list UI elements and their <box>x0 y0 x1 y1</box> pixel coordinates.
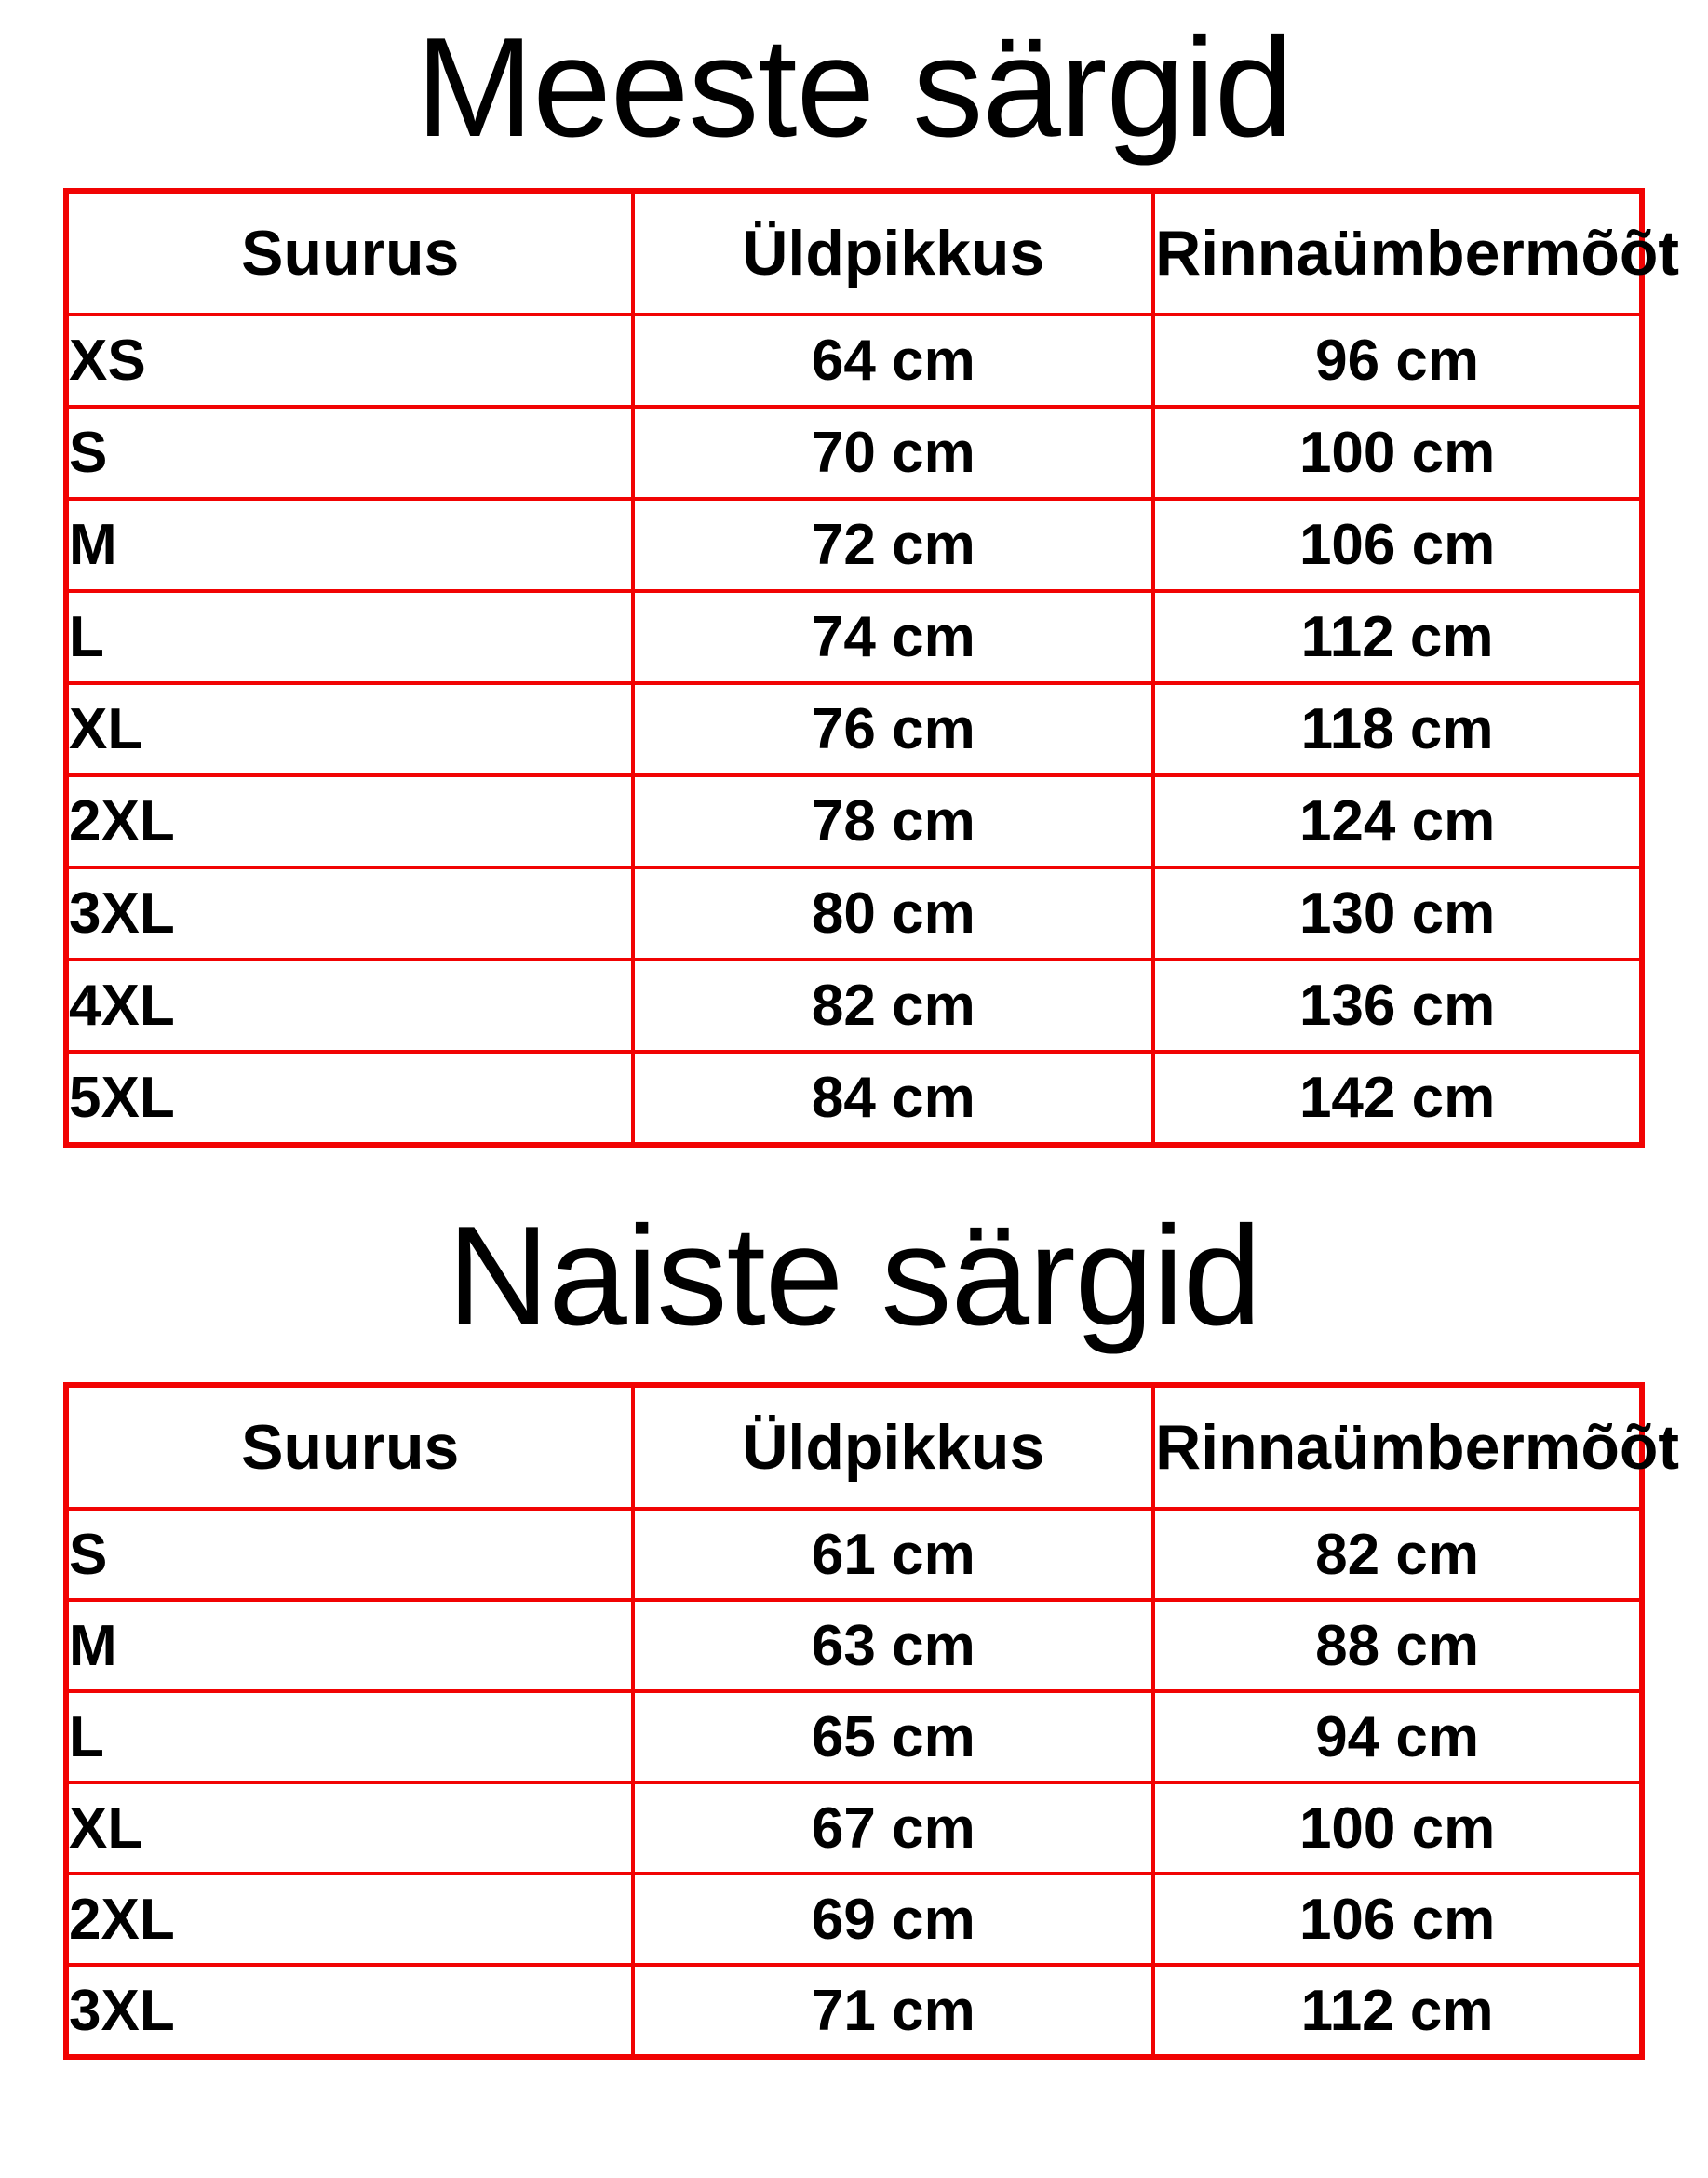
cell-size: M <box>66 1600 633 1691</box>
cell-size: 5XL <box>66 1052 633 1145</box>
cell-size: S <box>66 1509 633 1600</box>
men-table-head <box>66 191 1680 315</box>
cell-chest: 88 cm <box>1153 1600 1642 1691</box>
table-row <box>66 1052 1642 1145</box>
table-row <box>66 315 1642 407</box>
women-section <box>63 1148 1680 2060</box>
cell-length: 65 cm <box>633 1691 1153 1782</box>
cell-length: 84 cm <box>633 1052 1153 1145</box>
cell-chest: 118 cm <box>1153 683 1642 775</box>
men-table-body <box>66 315 1642 1145</box>
cell-length: 76 cm <box>633 683 1153 775</box>
cell-size: L <box>66 591 633 683</box>
cell-length: 82 cm <box>633 960 1153 1052</box>
column-header-length: Üldpikkus <box>633 191 1153 315</box>
cell-length: 63 cm <box>633 1600 1153 1691</box>
column-header-chest: Rinnaümbermõõt <box>1153 191 1642 315</box>
column-header-size: Suurus <box>66 1385 633 1509</box>
men-size-table <box>63 188 1680 1148</box>
table-row <box>66 1965 1642 2057</box>
table-row <box>66 683 1642 775</box>
cell-size: M <box>66 499 633 591</box>
table-row <box>66 499 1642 591</box>
cell-length: 71 cm <box>633 1965 1153 2057</box>
cell-chest: 136 cm <box>1153 960 1642 1052</box>
cell-size: 3XL <box>66 867 633 960</box>
cell-chest: 82 cm <box>1153 1509 1642 1600</box>
table-row <box>66 1691 1642 1782</box>
column-header-chest: Rinnaümbermõõt <box>1153 1385 1642 1509</box>
cell-chest: 124 cm <box>1153 775 1642 867</box>
cell-size: XS <box>66 315 633 407</box>
cell-length: 64 cm <box>633 315 1153 407</box>
cell-size: XL <box>66 1782 633 1874</box>
table-row <box>66 1600 1642 1691</box>
column-header-length: Üldpikkus <box>633 1385 1153 1509</box>
cell-chest: 112 cm <box>1153 1965 1642 2057</box>
cell-chest: 130 cm <box>1153 867 1642 960</box>
table-row <box>66 1782 1642 1874</box>
cell-size: L <box>66 1691 633 1782</box>
women-table-head <box>66 1385 1680 1509</box>
cell-size: 2XL <box>66 1874 633 1965</box>
cell-chest: 96 cm <box>1153 315 1642 407</box>
women-size-table <box>63 1382 1680 2060</box>
cell-length: 78 cm <box>633 775 1153 867</box>
cell-length: 67 cm <box>633 1782 1153 1874</box>
column-header-size: Suurus <box>66 191 633 315</box>
cell-size: 2XL <box>66 775 633 867</box>
cell-size: S <box>66 407 633 499</box>
cell-chest: 106 cm <box>1153 1874 1642 1965</box>
cell-length: 80 cm <box>633 867 1153 960</box>
table-row <box>66 591 1642 683</box>
cell-size: XL <box>66 683 633 775</box>
cell-size: 3XL <box>66 1965 633 2057</box>
cell-size: 4XL <box>66 960 633 1052</box>
cell-chest: 142 cm <box>1153 1052 1642 1145</box>
men-section-title: Meeste särgid <box>415 8 1293 167</box>
table-row <box>66 407 1642 499</box>
table-row <box>66 960 1642 1052</box>
cell-chest: 106 cm <box>1153 499 1642 591</box>
cell-length: 70 cm <box>633 407 1153 499</box>
cell-length: 72 cm <box>633 499 1153 591</box>
cell-length: 74 cm <box>633 591 1153 683</box>
cell-chest: 100 cm <box>1153 1782 1642 1874</box>
men-section <box>63 0 1680 1148</box>
table-row <box>66 867 1642 960</box>
women-table-body <box>66 1509 1642 2057</box>
cell-chest: 100 cm <box>1153 407 1642 499</box>
table-row <box>66 1874 1642 1965</box>
cell-length: 69 cm <box>633 1874 1153 1965</box>
table-row <box>66 1509 1642 1600</box>
table-header-row <box>66 191 1642 315</box>
table-header-row <box>66 1385 1642 1509</box>
cell-length: 61 cm <box>633 1509 1153 1600</box>
cell-chest: 112 cm <box>1153 591 1642 683</box>
women-section-title: Naiste särgid <box>447 1197 1261 1355</box>
table-row <box>66 775 1642 867</box>
cell-chest: 94 cm <box>1153 1691 1642 1782</box>
